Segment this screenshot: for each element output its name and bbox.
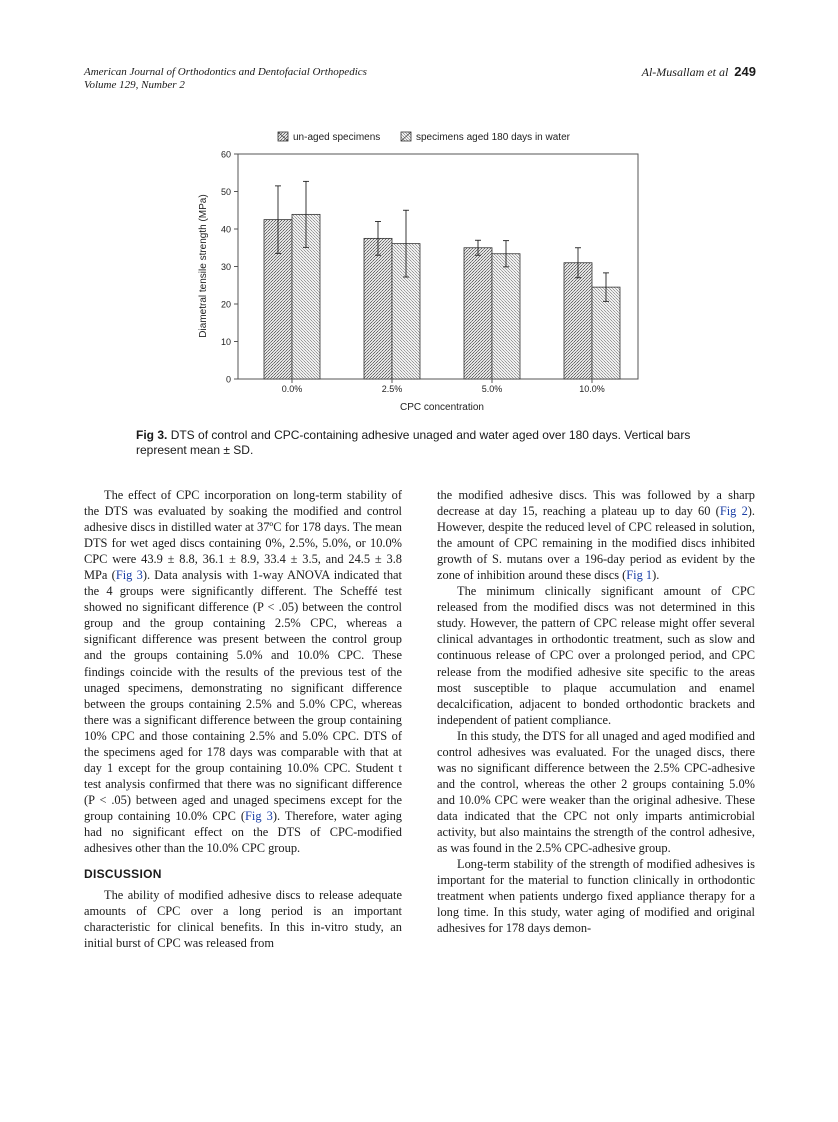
fig2-link[interactable]: Fig 2	[719, 504, 748, 519]
legend-label-aged: specimens aged 180 days in water	[416, 132, 570, 143]
legend-label-unaged: un-aged specimens	[293, 132, 381, 143]
x-axis	[282, 379, 605, 394]
discussion-paragraph-1: The ability of modified adhesive discs to release adequate amounts of CPC over a long period is an important characteristic for clinical benefits. In this in-vitro study, an initial burst of CPC was released from	[84, 888, 402, 951]
y-tick-label: 20	[220, 299, 231, 310]
results-text-1: The effect of CPC incorporation on long-term stability of the DTS was evaluated by soaking the modified and control adhesive discs in distilled water at 37ºC for 178 days. The mean DTS for wet aged discs containing 0%, 2.5%, 5.0%, or 10.0% CPC were 43.9 ± 8.8, 36.1 ± 8.9, 33.4 ± 3.5, and 24.5 ± 3.8 MPa (	[84, 488, 402, 583]
fig3-link-2[interactable]: Fig 3	[245, 808, 273, 823]
dts-bar-chart	[190, 125, 650, 415]
discussion-paragraph-continued	[437, 487, 755, 583]
discussion-paragraph-4: Long-term stability of the strength of modified adhesives is important for the material to function clinically in orthodontic treatment when patients undergo fixed appliance therapy for a long time. In this study, water aging of modified and original adhesives for 178 days demon-	[437, 857, 755, 936]
discussion-paragraph-3: In this study, the DTS for all unaged and aged modified and control adhesives was evaluated. For the unaged discs, there was no significant difference between the 2.5% CPC-adhesive and the control, whereas the other 2 groups containing 5.0% and 10.0% CPC were weaker than the original adhesive. These data indicated that the CPC not only imparts antimicrobial activity, but also maintains the strength of the control adhesive, as was found in the 2.5% CPC-adhesive group.	[437, 728, 755, 856]
x-axis-label: CPC concentration	[400, 402, 484, 413]
journal-volume: Volume 129, Number 2	[84, 79, 185, 91]
right-column	[437, 487, 755, 936]
fig1-link[interactable]: Fig 1	[626, 568, 653, 583]
figure-caption	[136, 428, 716, 458]
bar-aged	[492, 254, 520, 379]
y-tick-label: 30	[220, 262, 231, 272]
y-tick-label: 50	[220, 187, 231, 197]
page-header-right	[642, 64, 756, 80]
chart-legend	[278, 132, 571, 143]
x-tick-label: 2.5%	[381, 384, 403, 394]
discussion-heading: DISCUSSION	[84, 867, 162, 882]
x-tick-label: 10.0%	[579, 384, 605, 394]
y-tick-label: 0	[225, 374, 231, 385]
results-paragraph	[84, 487, 402, 856]
x-tick-label: 0.0%	[281, 384, 303, 394]
x-tick-label: 5.0%	[481, 384, 503, 394]
discussion-paragraph-2: The minimum clinically significant amount of CPC released from the modified discs was not determined in this study. However, the pattern of CPC release might offer several clinical advantages in orthodontic treatment, such as slow and continuous release of CPC over a prolonged period, and CPC release from the modified adhesive site specific to the areas most susceptible to plaque accumulation and enamel decalcification, adjacent to bonded orthodontic brackets and independent of patient compliance.	[437, 584, 755, 727]
discussion-text-3: ).	[652, 568, 660, 583]
bar-group	[264, 181, 620, 379]
bar-unaged	[364, 238, 392, 379]
bar-unaged	[464, 248, 492, 379]
y-tick-label: 10	[220, 337, 231, 347]
y-tick-label: 40	[220, 224, 231, 235]
y-tick-label: 60	[220, 149, 231, 160]
figure-caption-text: DTS of control and CPC-containing adhesive unaged and water aged over 180 days. Vertical bars represent mean ± SD.	[136, 428, 691, 457]
author-running-head: Al-Musallam et al	[641, 65, 729, 79]
y-axis	[221, 150, 238, 385]
y-axis-label: Diametral tensile strength (MPa)	[198, 194, 209, 338]
figure-label: Fig 3.	[136, 428, 168, 442]
left-column	[84, 487, 402, 951]
fig3-link-1[interactable]: Fig 3	[115, 568, 143, 583]
results-text-3: ). Therefore, water aging had no significant effect on the DTS of CPC-modified adhesives other than the 10.0% CPC group.	[84, 808, 402, 856]
journal-title: American Journal of Orthodontics and Dentofacial Orthopedics	[84, 66, 367, 78]
results-text-2: ). Data analysis with 1-way ANOVA indicated that the 4 groups were significantly different. The Scheffé test showed no significant difference (P < .05) between the control group and the group containing 2.5% CPC, whereas a significant difference was present between the control group and the groups containing 5.0% and 10.0% CPC. These findings coincide with the results of the previous test of the unaged specimens, demonstrating no significant difference between the groups containing 2.5% and 5.0% CPC, whereas there was a significant difference between the group containing 10% CPC and those containing 2.5% and 5.0% CPC. DTS of the specimens aged for 178 days was comparable with that at day 1 except for the group containing 10.0% CPC. Student t test analysis confirmed that there was no significant difference (P < .05) between aged and unaged specimens except for the group containing 10.0% CPC (	[84, 568, 402, 823]
discussion-text-1: the modified adhesive discs. This was followed by a sharp decrease at day 15, reaching a plateau up to day 60 (	[437, 488, 755, 519]
discussion-text-2: ). However, despite the reduced level of CPC released in solution, the amount of CPC remaining in the modified discs inhibited growth of S. mutans over a 196-day period as evident by the zone of inhibition around these discs (	[437, 504, 755, 583]
bar-unaged	[564, 263, 592, 379]
journal-header	[84, 66, 367, 92]
page-number: 249	[734, 64, 756, 79]
